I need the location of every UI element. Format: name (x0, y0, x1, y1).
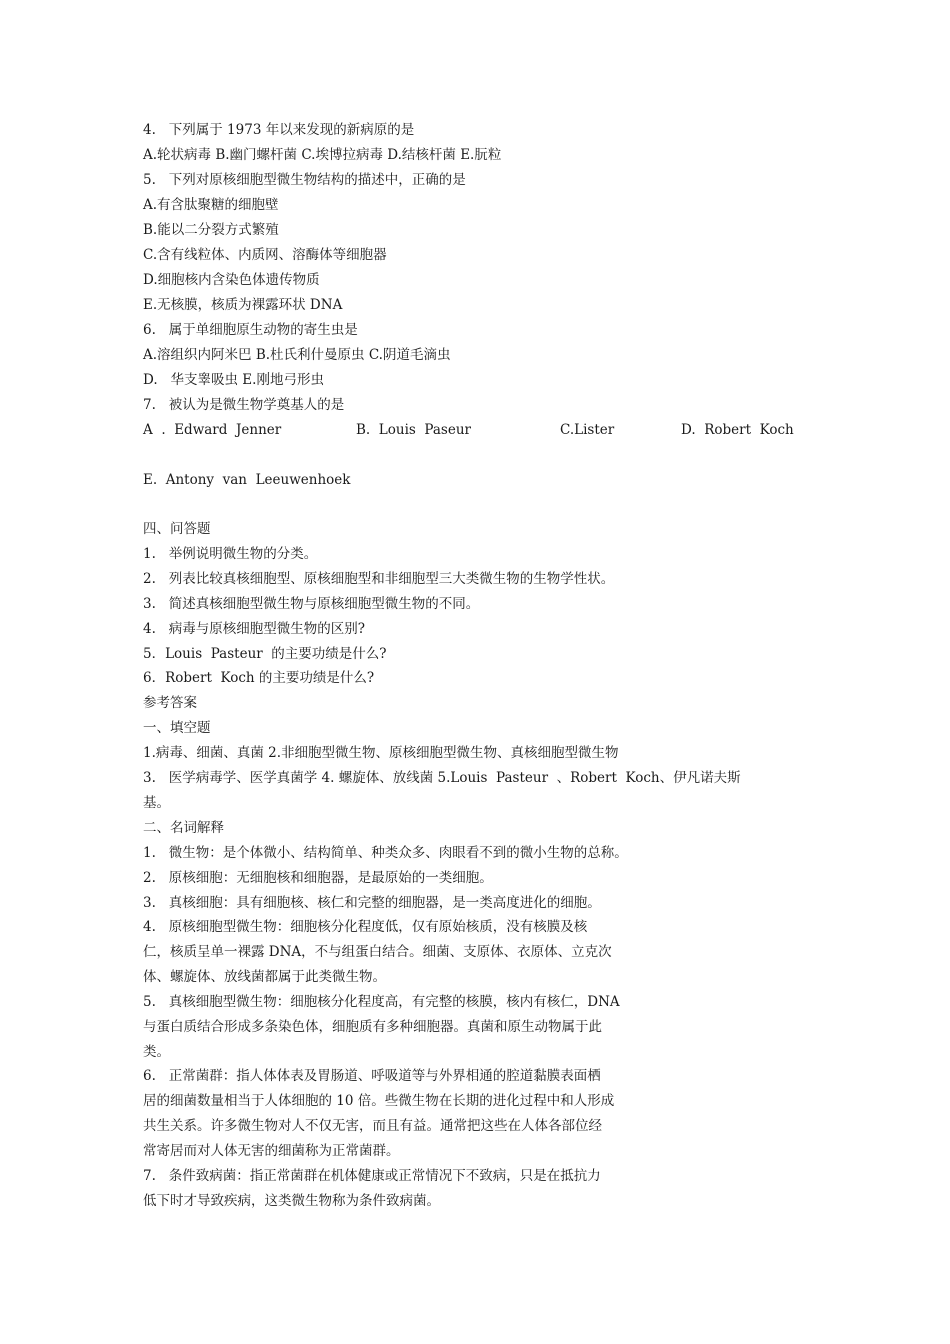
section-4-heading: 四、问答题 (143, 521, 211, 537)
question-4-options: A.轮状病毒 B.幽门螺杆菌 C.埃博拉病毒 D.结核杆菌 E.朊粒 (143, 147, 502, 163)
definition-6-line-2: 居的细菌数量相当于人体细胞的 10 倍。些微生物在长期的进化过程中和人形成 (143, 1093, 615, 1109)
question-5-title: 5. 下列对原核细胞型微生物结构的描述中，正确的是 (143, 172, 466, 188)
definition-6-line-4: 常寄居而对人体无害的细菌称为正常菌群。 (143, 1143, 400, 1159)
question-6-options-abc: A.溶组织内阿米巴 B.杜氏利什曼原虫 C.阴道毛滴虫 (143, 347, 451, 363)
definition-4-line-1: 4. 原核细胞型微生物：细胞核分化程度低，仅有原始核质，没有核膜及核 (143, 919, 588, 935)
question-7-option-a: A . Edward Jenner (143, 422, 282, 438)
question-5-option-a: A.有含肽聚糖的细胞壁 (143, 197, 279, 213)
definition-5-line-3: 类。 (143, 1044, 170, 1060)
definition-7-line-1: 7. 条件致病菌：指正常菌群在机体健康或正常情况下不致病，只是在抵抗力 (143, 1168, 601, 1184)
definition-2: 2. 原核细胞：无细胞核和细胞器，是最原始的一类细胞。 (143, 870, 493, 886)
definition-4-line-3: 体、螺旋体、放线菌都属于此类微生物。 (143, 969, 386, 985)
question-5-option-d: D.细胞核内含染色体遗传物质 (143, 272, 320, 288)
definition-6-line-1: 6. 正常菌群：指人体体表及胃肠道、呼吸道等与外界相通的腔道黏膜表面栖 (143, 1068, 601, 1084)
essay-question-3: 3. 简述真核细胞型微生物与原核细胞型微生物的不同。 (143, 596, 480, 612)
definition-5-line-1: 5. 真核细胞型微生物：细胞核分化程度高，有完整的核膜，核内有核仁，DNA (143, 994, 620, 1010)
question-4-title: 4. 下列属于 1973 年以来发现的新病原的是 (143, 122, 415, 138)
essay-question-2: 2. 列表比较真核细胞型、原核细胞型和非细胞型三大类微生物的生物学性状。 (143, 571, 615, 587)
question-7-title: 7. 被认为是微生物学奠基人的是 (143, 397, 345, 413)
definition-7-line-2: 低下时才导致疾病，这类微生物称为条件致病菌。 (143, 1193, 440, 1209)
definition-5-line-2: 与蛋白质结合形成多条染色体，细胞质有多种细胞器。真菌和原生动物属于此 (143, 1019, 602, 1035)
question-5-option-b: B.能以二分裂方式繁殖 (143, 222, 279, 238)
question-5-option-c: C.含有线粒体、内质网、溶酶体等细胞器 (143, 247, 387, 263)
question-5-option-e: E.无核膜，核质为裸露环状 DNA (143, 297, 343, 313)
question-7-option-b: B. Louis Paseur (356, 422, 472, 438)
question-7-option-c: C.Lister (560, 422, 615, 438)
question-6-title: 6. 属于单细胞原生动物的寄生虫是 (143, 322, 358, 338)
definition-3: 3. 真核细胞：具有细胞核、核仁和完整的细胞器，是一类高度进化的细胞。 (143, 895, 601, 911)
question-7-option-e: E. Antony van Leeuwenhoek (143, 472, 351, 488)
essay-question-5: 5．Louis Pasteur 的主要功绩是什么? (143, 646, 387, 662)
question-6-options-de: D. 华支睾吸虫 E.刚地弓形虫 (143, 372, 324, 388)
question-7-option-d: D. Robert Koch (681, 422, 794, 438)
essay-question-1: 1. 举例说明微生物的分类。 (143, 546, 318, 562)
answers-part-1-line-1: 1.病毒、细菌、真菌 2.非细胞型微生物、原核细胞型微生物、真核细胞型微生物 (143, 745, 619, 761)
answers-part-1-line-2: 3. 医学病毒学、医学真菌学 4. 螺旋体、放线菌 5.Louis Pasteur 、Robert Koch、伊凡诺夫斯 (143, 770, 741, 786)
essay-question-6: 6．Robert Koch 的主要功绩是什么? (143, 670, 375, 686)
question-7-options-row (143, 421, 813, 439)
answers-heading: 参考答案 (143, 695, 197, 711)
answers-part-2-heading: 二、名词解释 (143, 820, 224, 836)
definition-1: 1. 微生物：是个体微小、结构简单、种类众多、肉眼看不到的微小生物的总称。 (143, 845, 628, 861)
essay-question-4: 4. 病毒与原核细胞型微生物的区别? (143, 621, 365, 637)
answers-part-1-line-3: 基。 (143, 795, 170, 811)
definition-4-line-2: 仁，核质呈单一裸露 DNA，不与组蛋白结合。细菌、支原体、衣原体、立克次 (143, 944, 612, 960)
answers-part-1-heading: 一、填空题 (143, 720, 211, 736)
definition-6-line-3: 共生关系。许多微生物对人不仅无害，而且有益。通常把这些在人体各部位经 (143, 1118, 602, 1134)
